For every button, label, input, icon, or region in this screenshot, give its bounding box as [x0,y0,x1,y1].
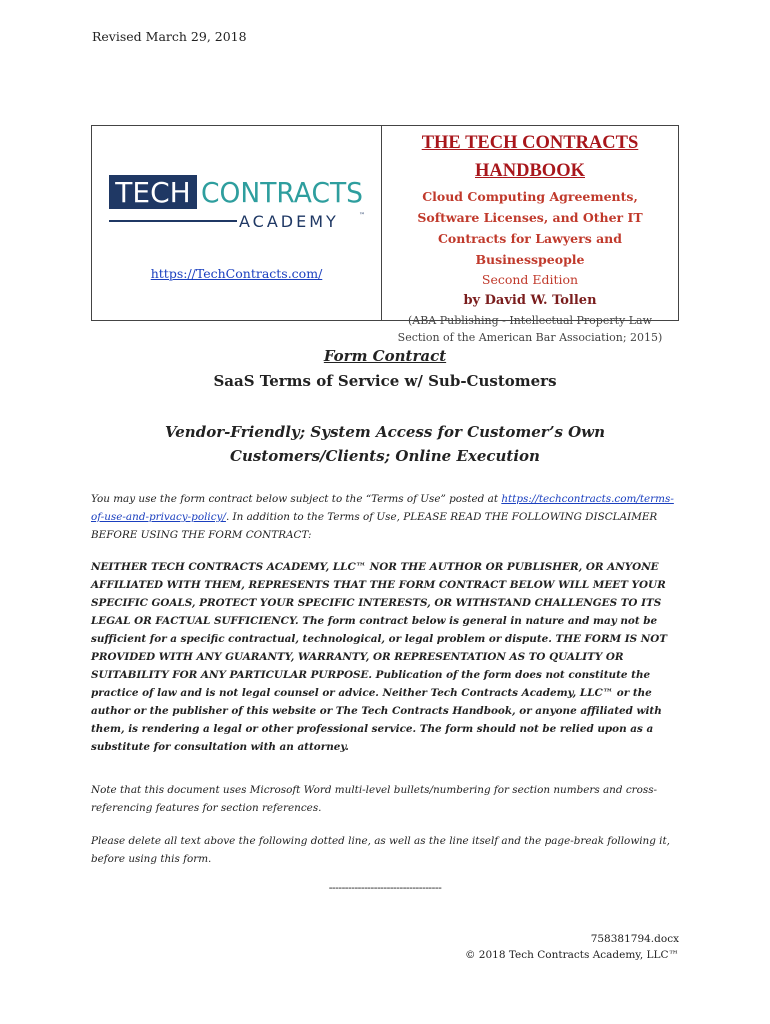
copyright-notice: © 2018 Tech Contracts Academy, LLC™ [464,949,679,961]
header-box [91,125,679,344]
logo-trademark: ™ [359,212,365,219]
book-edition: Second Edition [481,272,579,287]
intro-text-before: You may use the form contract below subject to the “Terms of Use” posted at [91,493,502,505]
book-publisher: (ABA Publishing - Intellectual Property Law Section of the American Bar Association; 2015) [397,314,663,344]
note-paragraph: Note that this document uses Microsoft Word multi-level bullets/numbering for section numbers and cross-referencing features for section references. [91,784,658,814]
intro-text-after: . In addition to the Terms of Use, PLEASE READ THE FOLLOWING DISCLAIMER BEFORE USING THE FORM CONTRACT: [91,511,658,541]
contract-variant: Vendor-Friendly; System Access for Customer’s Own Customers/Clients; Online Execution [165,423,605,465]
book-title: THE TECH CONTRACTS HANDBOOK [421,133,639,181]
header-left-cell [92,126,382,320]
delete-instruction-paragraph: Please delete all text above the following dotted line, as well as the line itself and the page-break following it, before using this form. [91,835,670,865]
book-subtitle: Cloud Computing Agreements, Software Licenses, and Other IT Contracts for Lawyers and Businesspeople [417,189,643,267]
logo-text-tech: TECH [115,176,191,209]
logo-text-contracts: CONTRACTS [201,176,363,209]
form-contract-heading: Form Contract [323,347,447,365]
header-right-cell [382,126,678,344]
disclaimer-paragraph: NEITHER TECH CONTRACTS ACADEMY, LLC™ NOR THE AUTHOR OR PUBLISHER, OR ANYONE AFFILIATED WITH THEM, REPRESENTS THAT THE FORM CONTRACT BELOW WILL MEET YOUR SPECIFIC GOALS, PROTECT YOUR SPECIFIC INTERESTS, OR WITHSTAND CHALLENGES TO ITS LEGAL OR FACTUAL SUFFICIENCY. The form contract below is general in nature and may not be sufficient for a specific contractual, technological, or legal problem or dispute. THE FORM IS NOT PROVIDED WITH ANY GUARANTY, WARRANTY, OR REPRESENTATION AS TO QUALITY OR SUITABILITY FOR ANY PARTICULAR PURPOSE. Publication of the form does not constitute the practice of law and is not legal counsel or advice. Neither Tech Contracts Academy, LLC™ or the author or the publisher of this website or The Tech Contracts Handbook, or anyone affiliated with them, is rendering a legal or other professional service. The form should not be relied upon as a substitute for consultation with an attorney. [91,561,667,753]
techcontracts-link[interactable]: https://TechContracts.com/ [150,266,323,281]
dotted-line: ----------------------------------- [328,881,442,894]
document-id: 758381794.docx [590,933,679,945]
book-author: by David W. Tollen [463,293,597,308]
revised-date: Revised March 29, 2018 [92,29,247,44]
logo-text-academy: ACADEMY [239,212,339,231]
tech-contracts-academy-logo [109,175,365,235]
intro-paragraph [91,490,681,544]
saas-title: SaaS Terms of Service w/ Sub-Customers [213,372,557,390]
terms-of-use-link[interactable]: https://techcontracts.com/terms-of-use-and-privacy-policy/ [91,493,674,523]
